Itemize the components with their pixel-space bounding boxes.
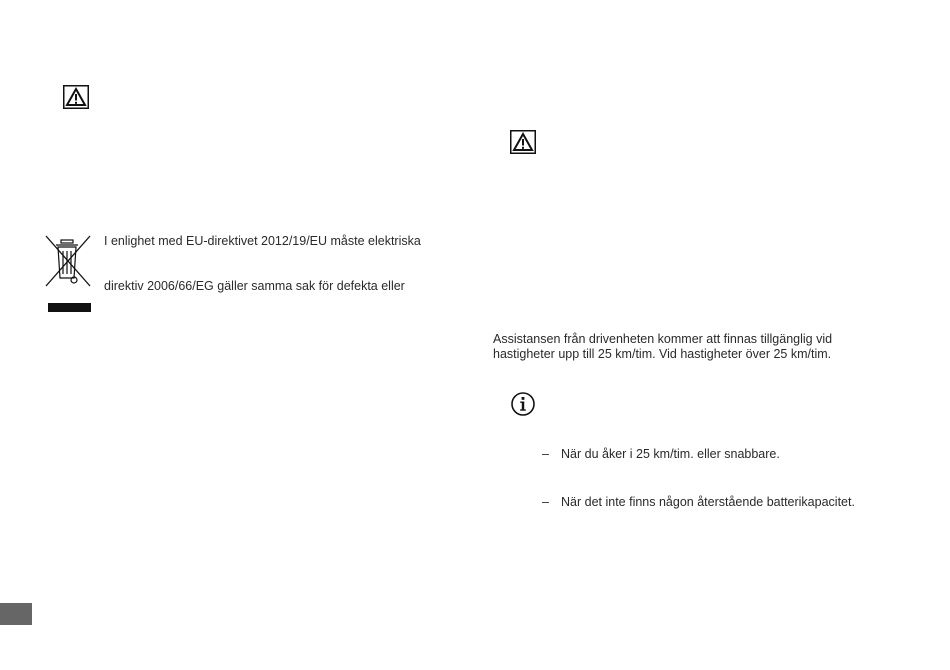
assist-text-line1: Assistansen från drivenheten kommer att finnas tillgänglig vid: [493, 332, 833, 346]
assist-text-line2: hastigheter upp till 25 km/tim. Vid hastigheter över 25 km/tim.: [493, 347, 832, 361]
bullet-dash: –: [542, 447, 549, 461]
bullet-text: När det inte finns någon återstående batterikapacitet.: [561, 495, 855, 509]
bullet-dash: –: [542, 495, 549, 509]
weee-text-line2: direktiv 2006/66/EG gäller samma sak för defekta eller: [104, 279, 405, 293]
page-tab-marker: [0, 603, 32, 625]
warning-icon: [63, 85, 89, 109]
weee-bar: [48, 303, 91, 312]
bullet-text: När du åker i 25 km/tim. eller snabbare.: [561, 447, 780, 461]
weee-text-line1: I enlighet med EU-direktivet 2012/19/EU måste elektriska: [104, 234, 421, 248]
weee-bin-icon: [44, 234, 94, 294]
info-icon: [510, 391, 536, 417]
warning-icon: [510, 130, 536, 154]
